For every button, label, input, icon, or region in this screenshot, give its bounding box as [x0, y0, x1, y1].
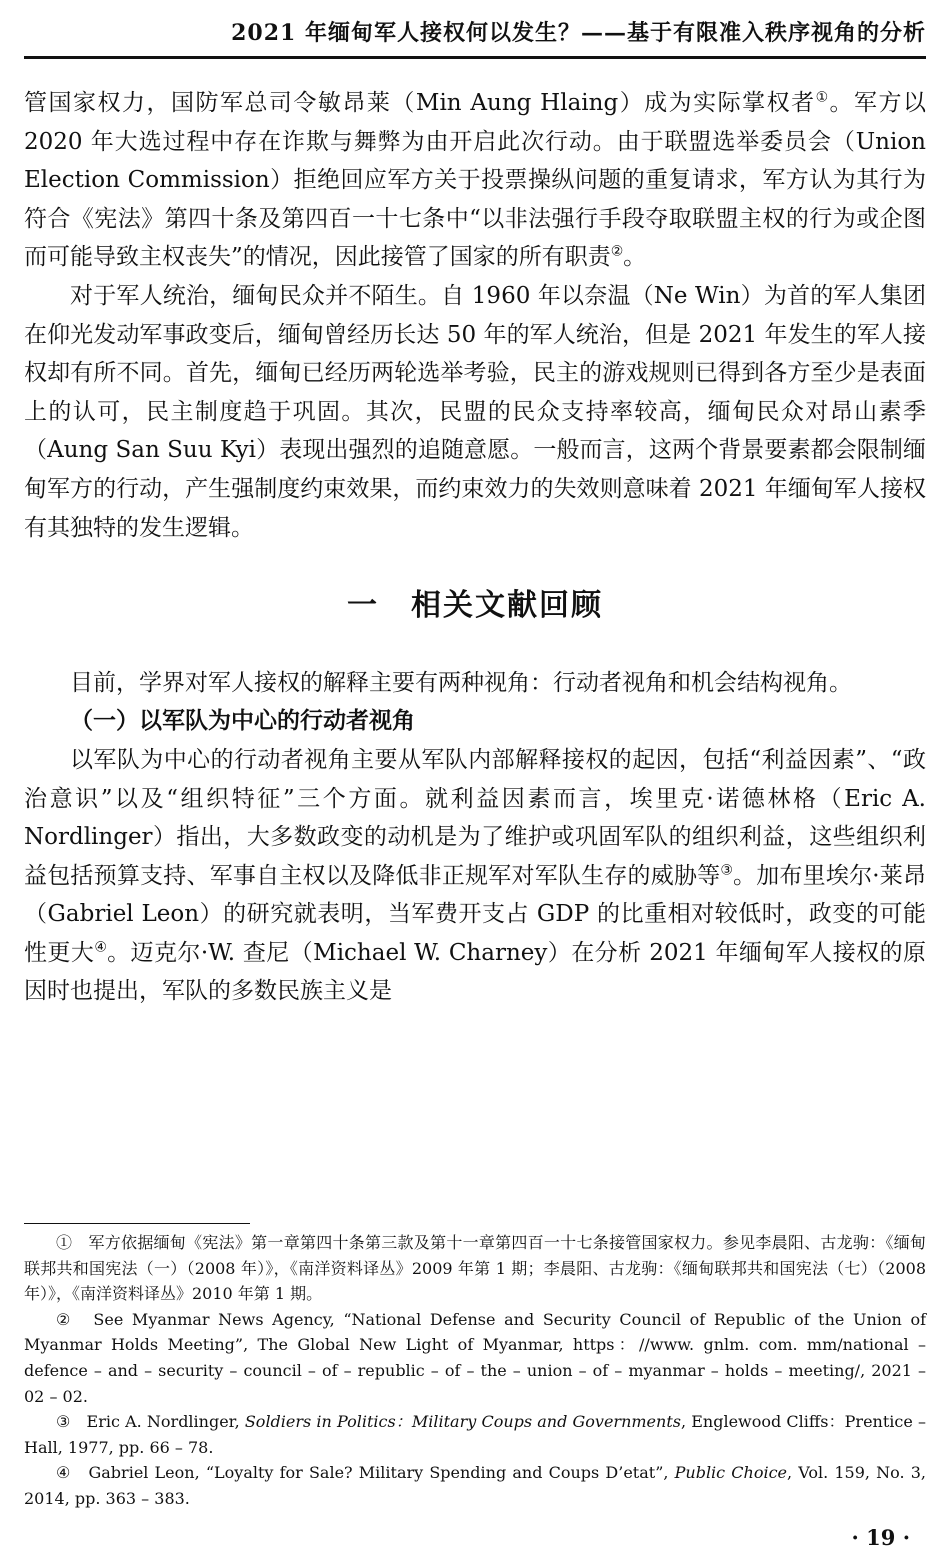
footnote-ref-3[interactable]: ③ — [720, 862, 733, 879]
footnote-2: ② See Myanmar News Agency, “National Defense and Security Council of Republic of the Union of Myanmar Holds Meeting”, The Global New Light of Myanmar, https：//www. gnlm. com. mm/national – defence – and – security – council – of – republic – of – the – union – of – myanmar – holds – meeting/, 2021 – 02 – 02. — [24, 1309, 926, 1406]
paragraph-2: 对于军人统治，缅甸民众并不陌生。自 1960 年以奈温（Ne Win）为首的军人集团在仰光发动军事政变后，缅甸曾经历长达 50 年的军人统治，但是 2021 年发生的军人接权却有所不同。首先，缅甸已经历两轮选举考验，民主的游戏规则已得到各方至少是表面上的认可，民主制度趋于巩固。其次，民盟的民众支持率较高，缅甸民众对昂山素季（Aung San Suu Kyi）表现出强烈的追随意愿。一般而言，这两个背景要素都会限制缅甸军方的行动，产生强制度约束效果，而约束效力的失效则意味着 2021 年缅甸军人接权有其独特的发生逻辑。 — [24, 282, 926, 541]
main-text — [24, 84, 926, 1011]
footnote-ref-2[interactable]: ② — [610, 243, 624, 260]
paragraph-4: 以军队为中心的行动者视角主要从军队内部解释接权的起因，包括“利益因素”、“政治意识”以及“组织特征”三个方面。就利益因素而言，埃里克·诺德林格（Eric A. Nordlinger）指出，大多数政变的动机是为了维护或巩固军队的组织利益，这些组织利益包括预算支持、军事自主权以及降低非正规军对军队生存的威胁等③。加布里埃尔·莱昂（Gabriel Leon）的研究就表明，当军费开支占 GDP 的比重相对较低时，政变的可能性更大④。迈克尔·W. 查尼（Michael W. Charney）在分析 2021 年缅甸军人接权的原因时也提出，军队的多数民族主义是 — [24, 746, 927, 1005]
footnote-4: ④ Gabriel Leon, “Loyalty for Sale? Military Spending and Coups D’etat”, Public Choice, Vol. 159, No. 3, 2014, pp. 363 – 383. — [24, 1463, 927, 1508]
footnote-3: ③ Eric A. Nordlinger, Soldiers in Politics：Military Coups and Governments, Englewood Cliffs：Prentice – Hall, 1977, pp. 66 – 78. — [24, 1412, 926, 1457]
footnote-ref-4[interactable]: ④ — [94, 939, 108, 956]
footnote-1: ① 军方依据缅甸《宪法》第一章第四十条第三款及第十一章第四百一十七条接管国家权力。参见李晨阳、古龙驹：《缅甸联邦共和国宪法（一）（2008 年）》，《南洋资料译丛》2009 年第 1 期；李晨阳、古龙驹：《缅甸联邦共和国宪法（七）（2008 年）》，《南洋资料译丛》2010 年第 1 期。 — [24, 1233, 926, 1304]
footnote-ref-1[interactable]: ① — [815, 89, 830, 106]
footnotes — [24, 1230, 926, 1512]
running-header: 2021 年缅甸军人接权何以发生？——基于有限准入秩序视角的分析 — [231, 20, 926, 46]
page-number: · 19 · — [851, 1525, 910, 1550]
paragraph-3: 目前，学界对军人接权的解释主要有两种视角：行动者视角和机会结构视角。 — [70, 669, 852, 696]
footnote-rule — [24, 1223, 250, 1224]
paragraph-1: 管国家权力，国防军总司令敏昂莱（Min Aung Hlaing）成为实际掌权者①。军方以 2020 年大选过程中存在诈欺与舞弊为由开启此次行动。由于联盟选举委员会（Union Election Commission）拒绝回应军方关于投票操纵问题的重复请求，军方认为其行为符合《宪法》第四十条及第四百一十七条中“以非法强行手段夺取联盟主权的行为或企图而可能导致主权丧失”的情况，因此接管了国家的所有职责②。 — [24, 89, 927, 271]
section-title: 一 相关文献回顾 — [347, 588, 603, 624]
header-rule — [24, 56, 926, 59]
subsection-heading: （一）以军队为中心的行动者视角 — [70, 707, 415, 735]
